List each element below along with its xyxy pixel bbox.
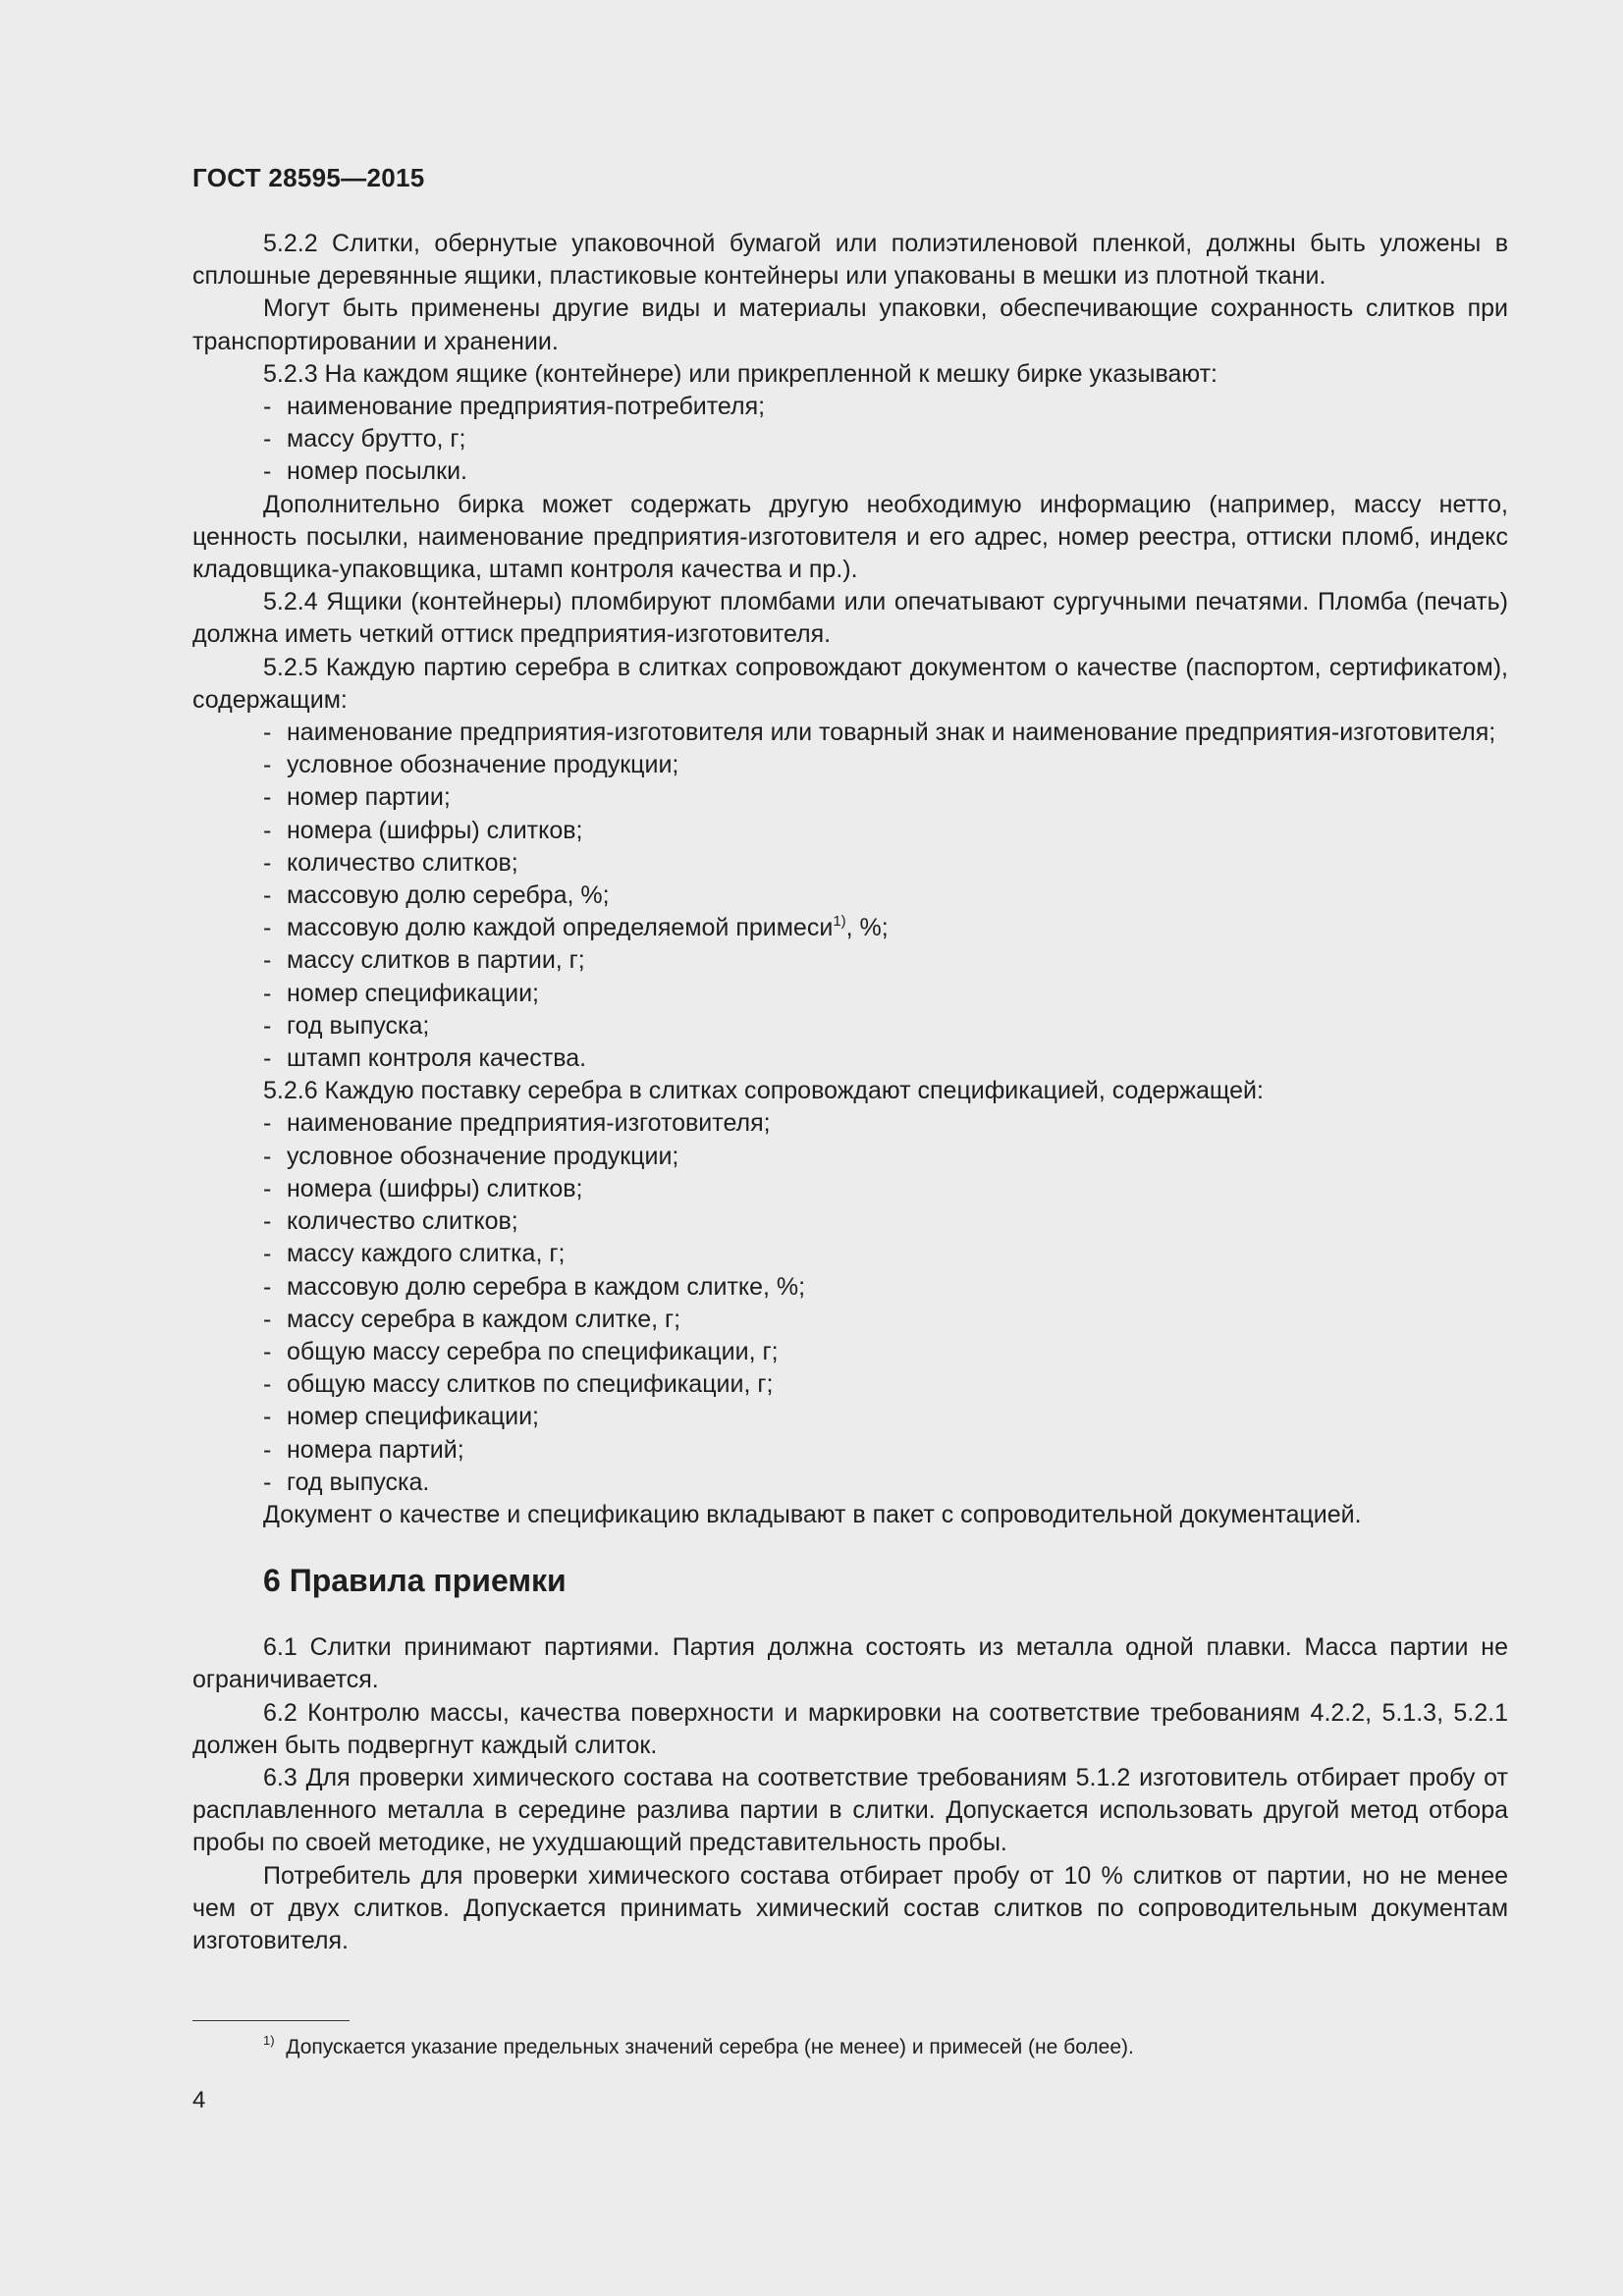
footnote-mark: 1) [263, 2033, 275, 2048]
list-item: - номер партии; [192, 781, 1508, 814]
list-item: - массовую долю каждой определяемой примеси$^{1)}$, %; [192, 912, 1508, 944]
list-dash: - [263, 1240, 272, 1268]
list-item: - общую массу слитков по спецификации, г; [192, 1368, 1508, 1401]
footnote-divider [192, 2020, 350, 2021]
footnote [263, 2033, 1134, 2062]
list-item: - номера (шифры) слитков; [192, 815, 1508, 847]
list-dash: - [263, 816, 272, 844]
list-dash: - [263, 1272, 272, 1301]
list-item: - номера (шифры) слитков; [192, 1173, 1508, 1205]
list-dash: - [263, 946, 272, 975]
list-dash: - [263, 1435, 272, 1464]
list-5-2-5 [192, 717, 1508, 1075]
paragraph-6-3-cont: Потребитель для проверки химического состава отбирает пробу от 10 % слитков от партии, но не менее чем от двух слитков. Допускается принимать химический состав слитков по сопроводительным документам изготовителя. [192, 1861, 1508, 1954]
list-item: - год выпуска; [192, 1010, 1508, 1042]
list-dash: - [263, 914, 272, 942]
paragraph-5-2-5: 5.2.5 Каждую партию серебра в слитках сопровождают документом о качестве (паспортом, сертификатом), содержащим: [192, 653, 1508, 714]
footnote-reference: 1) [833, 913, 846, 931]
list-item: - общую массу серебра по спецификации, г; [192, 1336, 1508, 1368]
list-item: - массовую долю серебра, %; [192, 880, 1508, 912]
list-dash: - [263, 881, 272, 910]
paragraph-6-2: 6.2 Контролю массы, качества поверхности и маркировки на соответствие требованиям 4.2.2, 5.1.3, 5.2.1 должен быть подвергнут каждый слиток. [192, 1698, 1508, 1759]
paragraph-5-2-6-cont: Документ о качестве и спецификацию вкладывают в пакет с сопроводительной документацией. [263, 1500, 1362, 1528]
list-item: - массу брутто, г; [192, 423, 1508, 455]
list-dash: - [263, 979, 272, 1007]
list-item: - наименование предприятия-потребителя; [192, 391, 1508, 423]
list-dash: - [263, 457, 272, 486]
list-dash: - [263, 1370, 272, 1399]
list-item: - наименование предприятия-изготовителя или товарный знак и наименование предприятия-изготовителя; [192, 717, 1508, 749]
paragraph-5-2-3: 5.2.3 На каждом ящике (контейнере) или прикрепленной к мешку бирке указывают: [263, 359, 1217, 388]
list-item: - условное обозначение продукции; [192, 1141, 1508, 1173]
list-dash: - [263, 1109, 272, 1138]
section-heading-6: 6 Правила приемки [263, 1563, 567, 1599]
list-item: - массу каждого слитка, г; [192, 1238, 1508, 1270]
list-item: - номер спецификации; [192, 978, 1508, 1010]
document-code-header: ГОСТ 28595—2015 [192, 163, 425, 192]
list-item: - количество слитков; [192, 847, 1508, 880]
list-dash: - [263, 719, 272, 747]
paragraph-5-2-4: 5.2.4 Ящики (контейнеры) пломбируют пломбами или опечатывают сургучными печатями. Пломба (печать) должна иметь четкий оттиск предприятия-изготовителя. [192, 588, 1508, 649]
list-item: - номера партий; [192, 1434, 1508, 1467]
paragraph-5-2-6: 5.2.6 Каждую поставку серебра в слитках сопровождают спецификацией, содержащей: [263, 1077, 1264, 1105]
list-dash: - [263, 1011, 272, 1040]
list-dash: - [263, 1142, 272, 1170]
paragraph-5-2-2: 5.2.2 Слитки, обернутые упаковочной бумагой или полиэтиленовой пленкой, должны быть уложены в сплошные деревянные ящики, пластиковые контейнеры или упакованы в мешки из плотной ткани. [192, 230, 1508, 291]
paragraph-6-3: 6.3 Для проверки химического состава на соответствие требованиям 5.1.2 изготовитель отбирает пробу от расплавленного металла в середине разлива партии в слитки. Допускается использовать другой метод отбора пробы по своей методике, не ухудшающий представительность пробы. [192, 1763, 1508, 1857]
list-item: - наименование предприятия-изготовителя; [192, 1107, 1508, 1140]
page-number: 4 [192, 2087, 206, 2113]
list-item: - год выпуска. [192, 1467, 1508, 1499]
list-item: - массовую долю серебра в каждом слитке, %; [192, 1271, 1508, 1304]
paragraph-6-1: 6.1 Слитки принимают партиями. Партия должна состоять из металла одной плавки. Масса партии не ограничивается. [192, 1633, 1508, 1694]
list-item: - условное обозначение продукции; [192, 749, 1508, 781]
paragraph-5-2-2-cont: Могут быть применены другие виды и материалы упаковки, обеспечивающие сохранность слитков при транспортировании и хранении. [192, 294, 1508, 355]
list-dash: - [263, 393, 272, 421]
list-item: - массу серебра в каждом слитке, г; [192, 1304, 1508, 1336]
list-dash: - [263, 848, 272, 877]
list-dash: - [263, 1403, 272, 1431]
list-item: - массу слитков в партии, г; [192, 944, 1508, 977]
list-item: - номер посылки. [192, 455, 1508, 488]
list-dash: - [263, 783, 272, 812]
list-dash: - [263, 1468, 272, 1496]
list-dash: - [263, 1044, 272, 1073]
list-dash: - [263, 425, 272, 454]
list-dash: - [263, 1207, 272, 1236]
list-dash: - [263, 1174, 272, 1202]
list-item: - штамп контроля качества. [192, 1042, 1508, 1075]
list-5-2-3 [192, 391, 1508, 489]
list-item: - количество слитков; [192, 1205, 1508, 1238]
paragraph-5-2-3-cont: Дополнительно бирка может содержать другую необходимую информацию (например, массу нетто, ценность посылки, наименование предприятия-изготовителя и его адрес, номер реестра, оттиски пломб, индекс кладовщика-упаковщика, штамп контроля качества и пр.). [192, 490, 1508, 584]
list-dash: - [263, 1337, 272, 1365]
list-item: - номер спецификации; [192, 1401, 1508, 1433]
document-body [192, 228, 1508, 1957]
list-dash: - [263, 751, 272, 779]
list-dash: - [263, 1305, 272, 1333]
footnote-text: Допускается указание предельных значений серебра (не менее) и примесей (не более). [286, 2036, 1134, 2058]
list-5-2-6 [192, 1107, 1508, 1498]
